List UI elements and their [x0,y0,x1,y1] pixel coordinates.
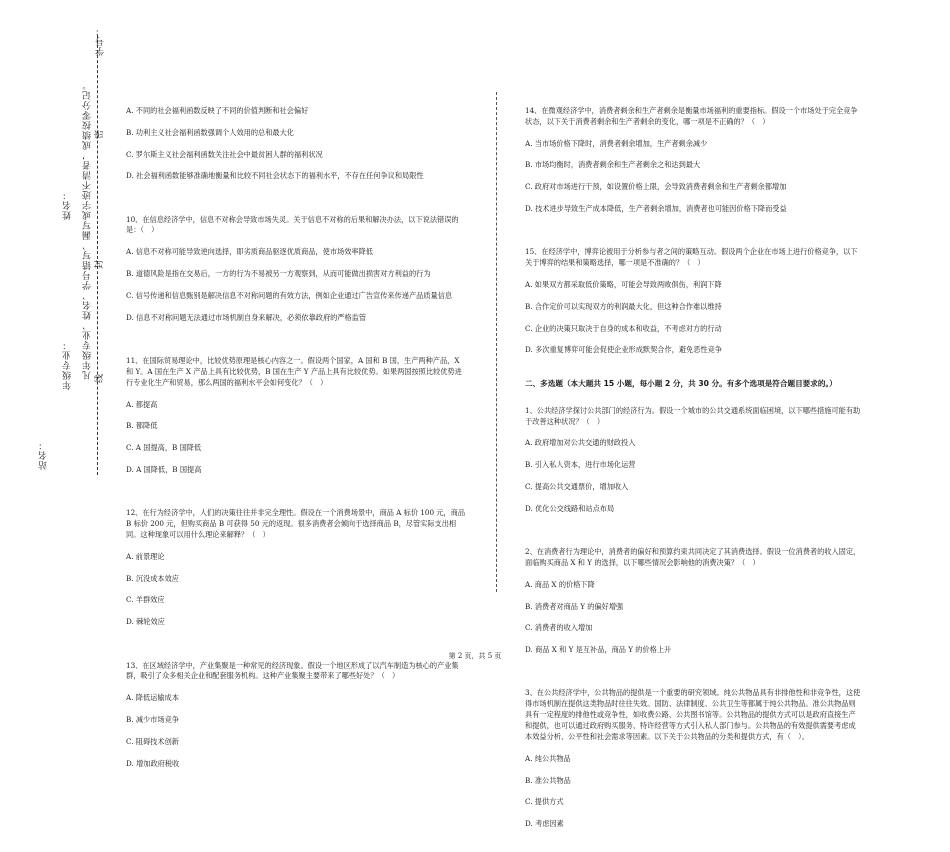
option: B. 消费者对商品 Y 的偏好增强 [525,601,624,611]
question-stem: 3、在公共经济学中，公共物品的提供是一个重要的研究领域。纯公共物品具有非排他性和非竞争性，这使得市场机制在提供这类物品时往往失效。国防、法律制度、公共卫生等都属于纯公共物品。准公共物品则具有一定程度的排他性或竞争性，如收费公路、公共图书馆等。公共物品的提供方式可以是政府直接生产和提供，也可以通过政府购买服务、特许经营等方式引入私人部门参与。公共物品的有效提供需要考虑成本效益分析、公平性和社会需求等因素。以下关于公共物品的分类和提供方式，有（ ）。 [525,688,861,742]
question-stem: 1、公共经济学探讨公共部门的经济行为。假设一个城市的公共交通系统面临困境，以下哪些措施可能有助于改善这种状况？（ ） [525,405,861,426]
question-stem: 11、在国际贸易理论中，比较优势原理是核心内容之一。假设两个国家，A 国和 B 国，生产两种产品，X 和 Y。A 国在生产 X 产品上具有比较优势，B 国在生产 Y 产品上具有比较优势。如果两国按照比较优势进行专业化生产和贸易，那么两国的福利水平会如何变化？（ ） [126,355,462,387]
school-label: 站名： [39,440,49,470]
seal-char-3: 线 [95,373,106,384]
seal-char-2: 封 [95,259,106,270]
option: B. 合作定价可以实现双方的利润最大化，但这种合作难以维持 [525,301,722,311]
option: A. 政府增加对公共交通的财政投入 [525,438,636,448]
option: B. 准公共物品 [525,775,571,785]
option: C. 提高公共交通票价，增加收入 [525,482,629,491]
option: B. 功利主义社会福利函数强调个人效用的总和最大化 [126,127,294,137]
option: C. A 国提高，B 国降低 [126,443,202,453]
id-label: 学号： [96,26,106,56]
major-label: 年级专业： [63,340,73,390]
option: D. 信息不对称问题无法通过市场机制自身来解决，必须依靠政府的严格监管 [126,312,367,322]
option: A. 如果双方都采取低价策略，可能会导致两败俱伤，利润下降 [525,280,722,289]
option: D. 优化公交线路和站点布局 [525,503,615,513]
option: C. 信号传递和信息甄别是解决信息不对称问题的有效方法，例如企业通过广告宣传来传递产品质量信息 [126,290,453,300]
question-stem: 14、在微观经济学中，消费者剩余和生产者剩余是衡量市场福利的重要指标。假设一个市场处于完全竞争状态，以下关于消费者剩余和生产者剩余的变化，哪一项是不正确的？（ ） [525,105,858,126]
section-title: 二、多选题（本大题共 15 小题，每小题 2 分，共 30 分。有多个选项是符合题目要求的。） [525,378,837,388]
column-divider [496,92,497,592]
binding-notice: 凡年级专业、姓名、学号错写、漏写或字迹不清者，成绩按零分记。 [83,80,93,380]
option: D. 考虑因素 [525,819,564,829]
option: A. 商品 X 的价格下降 [525,579,595,589]
seal-dashed-line [97,35,98,475]
question-13 [126,650,466,781]
multi-question-2 [525,536,861,667]
question-9 [126,95,466,193]
option: D. 棘轮效应 [126,617,165,627]
option: A. 信息不对称可能导致逆向选择，即劣质商品驱逐优质商品，使市场效率降低 [126,247,373,257]
seal-char-1: 密 [95,129,106,140]
option: A. 纯公共物品 [525,753,571,763]
option: B. 沉没成本效应 [126,573,179,583]
page-number: 第 2 页，共 5 页 [448,652,502,660]
question-stem: 2、在消费者行为理论中，消费者的偏好和预算约束共同决定了其消费选择。假设一位消费者的收入固定，面临购买商品 X 和 Y 的选择，以下哪些情况会影响他的消费决策？（ ） [525,547,861,567]
right-column [525,95,861,852]
option: D. 社会福利函数能够准确地衡量和比较不同社会状态下的福利水平，不存在任何争议和局限性 [126,171,424,181]
option: C. 提供方式 [525,797,564,807]
question-12 [126,497,466,639]
option: D. 增加政府税收 [126,758,180,768]
option: C. 消费者的收入增加 [525,623,593,633]
question-stem: 15、在经济学中，博弈论被用于分析参与者之间的策略互动。假设两个企业在市场上进行价格竞争，以下关于博弈的结果和策略选择，哪一项是不准确的？（ ） [525,247,858,268]
name-label: 姓名： [63,190,73,220]
option: B. 道德风险是指在交易后，一方的行为不易被另一方观察到，从而可能做出损害对方利益的行为 [126,269,431,279]
option: C. 企业的决策只取决于自身的成本和收益，不考虑对方的行动 [525,323,722,333]
option: B. 市场均衡时，消费者剩余和生产者剩余之和达到最大 [525,160,701,170]
question-14 [525,95,861,226]
question-10 [126,204,466,335]
left-column [126,95,466,791]
option: B. 引入私人资本，进行市场化运营 [525,460,636,470]
option: C. 阻碍技术创新 [126,736,179,746]
question-11 [126,345,466,487]
option: C. 罗尔斯主义社会福利函数关注社会中最贫困人群的福利状况 [126,149,323,159]
option: D. A 国降低，B 国提高 [126,465,202,474]
binding-margin [0,0,110,672]
option: A. 不同的社会福利函数反映了不同的价值判断和社会偏好 [126,105,309,115]
option: A. 前景理论 [126,551,165,561]
multi-question-3 [525,678,861,842]
multi-question-1 [525,395,861,526]
option: A. 都提高 [126,399,158,409]
option: C. 政府对市场进行干预，如设置价格上限，会导致消费者剩余和生产者剩余都增加 [525,182,787,192]
option: D. 多次重复博弈可能会促使企业形成默契合作，避免恶性竞争 [525,345,722,355]
option: D. 技术进步导致生产成本降低，生产者剩余增加，消费者也可能因价格下降而受益 [525,204,787,214]
option: D. 商品 X 和 Y 是互补品，商品 Y 的价格上升 [525,645,672,655]
option: B. 都降低 [126,421,158,431]
option: B. 减少市场竞争 [126,715,179,725]
option: A. 降低运输成本 [126,693,179,703]
question-stem: 13、在区域经济学中，产业集聚是一种常见的经济现象。假设一个地区形成了以汽车制造为核心的产业集群，吸引了众多相关企业和配套服务机构。这种产业集聚主要带来了哪些好处？（ ） [126,660,459,681]
question-stem: 12、在行为经济学中，人们的决策往往并非完全理性。假设在一个消费场景中，商品 A 标价 100 元，商品 B 标价 200 元，但购买商品 B 可获得 50 元的返现。很多消费者会倾向于选择商品 B，尽管实际支出相同。这种现象可以用什么理论来解释？（ ） [126,508,466,540]
question-stem: 10、在信息经济学中，信息不对称会导致市场失灵。关于信息不对称的后果和解决办法，以下说法错误的是：（ ） [126,214,459,235]
option: C. 羊群效应 [126,595,165,605]
option: A. 当市场价格下降时，消费者剩余增加，生产者剩余减少 [525,138,708,148]
question-15 [525,236,861,367]
